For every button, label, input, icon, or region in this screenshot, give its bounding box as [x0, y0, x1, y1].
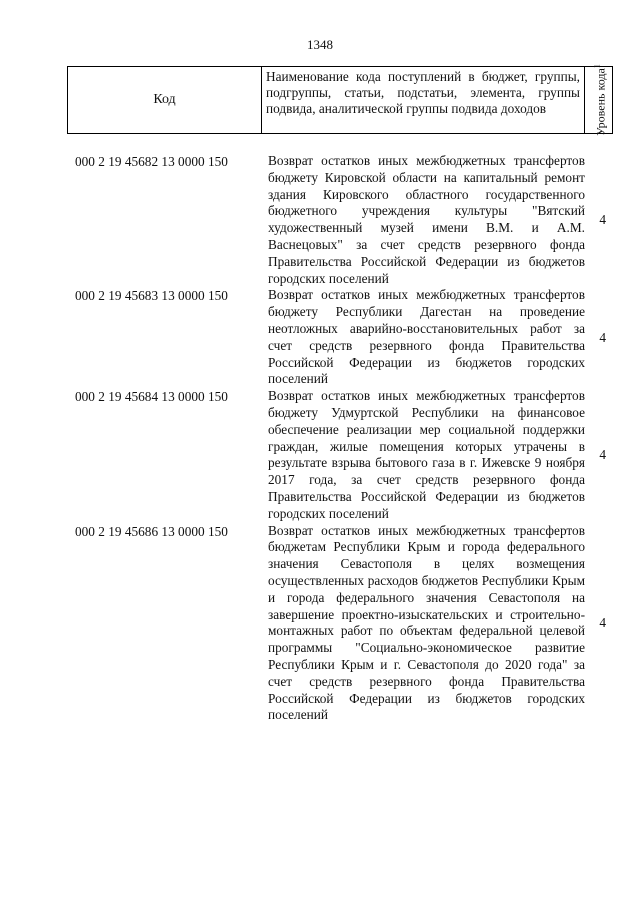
table-row	[75, 523, 615, 725]
page-number: 1348	[307, 37, 333, 52]
row-code: 000 2 19 45686 13 0000 150	[75, 523, 228, 539]
row-name: Возврат остатков иных межбюджетных трансфертов бюджету Республики Дагестан на проведение неотложных аварийно-восстановительных работ за счет средств резервного фонда Правительства Российской Федерации из бюджетов городских поселений	[268, 287, 585, 387]
row-code: 000 2 19 45682 13 0000 150	[75, 154, 228, 169]
table-row	[75, 388, 615, 522]
row-level: 4	[599, 212, 606, 228]
table-header	[67, 66, 613, 134]
row-level: 4	[599, 447, 606, 463]
row-code: 000 2 19 45683 13 0000 150	[75, 288, 228, 304]
row-code: 000 2 19 45684 13 0000 150	[75, 389, 228, 405]
table-row	[75, 153, 615, 287]
header-name-cell: Наименование кода поступлений в бюджет, группы, подгруппы, статьи, подстатьи, элемента, группы подвида, аналитической группы подвида доходов	[262, 67, 585, 133]
table-row	[75, 287, 615, 388]
row-name: Возврат остатков иных межбюджетных трансфертов бюджету Кировской области на капитальный ремонт здания Кировского областного государственного бюджетного учреждения культуры "Вятский художественный музей имени В.М. и А.М. Васнецовых" за счет средств резервного фонда Правительства Российской Федерации из бюджетов городских поселений	[268, 153, 585, 286]
header-level-cell	[585, 64, 612, 136]
header-level-footnote: 1	[592, 64, 601, 69]
row-level: 4	[599, 329, 606, 345]
header-level-text: Уровень кода	[593, 68, 607, 136]
row-name: Возврат остатков иных межбюджетных трансфертов бюджету Удмуртской Республики на финансовое обеспечение реализации мер социальной поддержки граждан, жилые помещения которых утрачены в результате взрыва бытового газа в г. Ижевске 9 ноября 2017 года, за счет средств резервного фонда Правительства Российской Федерации из бюджетов городских поселений	[268, 388, 585, 521]
table-body	[75, 153, 615, 724]
row-name: Возврат остатков иных межбюджетных трансфертов бюджетам Республики Крым и города федерального значения Севастополя в целях возмещения осуществленных расходов бюджетов Республики Крым и города федерального значения Севастополя на завершение проектно-изыскательских и строительно-монтажных работ по объектам федеральной целевой программы "Социально-экономическое развитие Республики Крым и г. Севастополя до 2020 года" за счет средств резервного фонда Правительства Российской Федерации из бюджетов городских поселений	[268, 522, 585, 723]
row-level: 4	[599, 615, 606, 631]
header-code-cell: Код	[68, 67, 262, 133]
header-level-label	[590, 64, 607, 136]
